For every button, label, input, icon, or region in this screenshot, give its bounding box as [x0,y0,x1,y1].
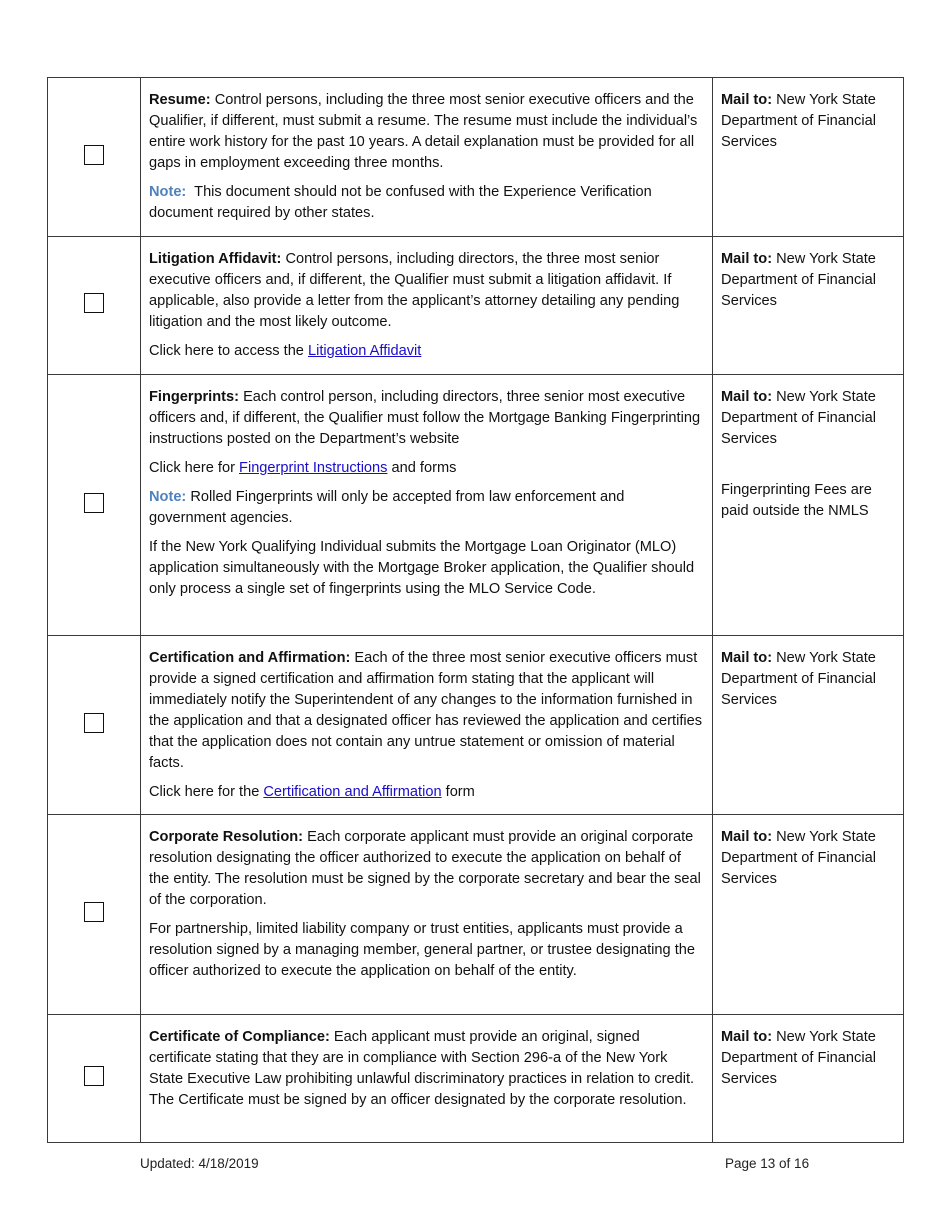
fingerprints-checkbox[interactable] [84,493,104,513]
resume-checkbox[interactable] [84,145,104,165]
checkbox-cell [48,1015,141,1143]
mail-to-address: New York State Department of Financial Services [721,829,876,887]
mail-to-address: New York State Department of Financial Services [721,389,876,447]
fingerprints-link-line [149,458,704,479]
checkbox-cell [48,815,141,1015]
updated-date: Updated: 4/18/2019 [140,1156,259,1171]
click-suffix-text: form [445,784,475,800]
checklist-row-certification-affirmation [48,636,904,815]
mail-to-text [721,1027,895,1090]
mail-to-cell [713,375,904,636]
corporate-resolution-paragraph [149,827,704,911]
certification-affirmation-checkbox[interactable] [84,713,104,733]
mail-to-text [721,827,895,890]
note-label: Note: [149,184,187,200]
mail-to-cell [713,636,904,815]
mail-to-text [721,648,895,711]
item-description: Each applicant must provide an original, signed certificate stating that they are in compliance with Section 296-a of the New York State Executive Law prohibiting unlawful discriminatory practices in relation to credit. The Certificate must be signed by an officer designated by the corporate resolution. [149,1029,695,1108]
mail-to-text [721,90,895,153]
click-suffix-text: and forms [391,460,457,476]
mail-to-cell [713,815,904,1015]
mail-to-label: Mail to: [721,389,773,405]
checkbox-cell [48,237,141,375]
litigation-affidavit-checkbox[interactable] [84,293,104,313]
mail-to-label: Mail to: [721,650,773,666]
item-description: Control persons, including the three most senior executive officers and the Qualifier, if different, must submit a resume. The resume must include the individual’s entire work history for the past 10 years. A detail explanation must be provided for all gaps in employment exceeding three months. [149,92,698,171]
item-title: Certification and Affirmation: [149,650,351,666]
litigation-link-line [149,341,704,362]
click-here-text: Click here to access the [149,343,304,359]
description-cell [141,78,713,237]
item-title: Litigation Affidavit: [149,251,282,267]
litigation-paragraph [149,249,704,333]
checklist-row-fingerprints [48,375,904,636]
note-text: This document should not be confused with the Experience Verification document required by other states. [149,184,652,221]
compliance-paragraph [149,1027,704,1111]
description-cell [141,815,713,1015]
page-number: Page 13 of 16 [725,1156,810,1171]
mail-to-label: Mail to: [721,1029,773,1045]
corporate-resolution-checkbox[interactable] [84,902,104,922]
click-here-text: Click here for [149,460,235,476]
item-description: Control persons, including directors, the three most senior executive officers and, if different, the Qualifier must submit a litigation affidavit. If applicable, also provide a letter from the applicant’s attorney detailing any pending litigation and the most likely outcome. [149,251,680,330]
description-cell [141,237,713,375]
resume-note [149,182,704,224]
item-title: Resume: [149,92,211,108]
item-title: Corporate Resolution: [149,829,304,845]
item-description: Each corporate applicant must provide an original corporate resolution designating the officer authorized to execute the application on behalf of the entity. The resolution must be signed by the corporate secretary and bear the seal of the corporation. [149,829,701,908]
description-cell [141,375,713,636]
mail-to-address: New York State Department of Financial Services [721,92,876,150]
checkbox-cell [48,636,141,815]
fingerprints-paragraph [149,387,704,450]
mail-to-cell [713,78,904,237]
checklist-row-certificate-of-compliance [48,1015,904,1143]
checkbox-cell [48,78,141,237]
checklist-row-corporate-resolution [48,815,904,1015]
document-checklist-table [47,77,904,1143]
certification-affirmation-link[interactable]: Certification and Affirmation [263,784,442,800]
note-text: Rolled Fingerprints will only be accepted from law enforcement and government agencies. [149,489,625,526]
mail-to-cell [713,237,904,375]
item-description: Each of the three most senior executive officers must provide a signed certification and affirmation form stating that the applicant will immediately notify the Superintendent of any changes to the information furnished in the application and that a designated officer has reviewed the application and certifies that the application does not contain any untrue statement or omission of material facts. [149,650,703,771]
mail-to-cell [713,1015,904,1143]
checkbox-cell [48,375,141,636]
certification-link-line [149,782,704,803]
certificate-of-compliance-checkbox[interactable] [84,1066,104,1086]
mail-to-address: New York State Department of Financial Services [721,1029,876,1087]
mail-to-text [721,249,895,312]
mail-to-label: Mail to: [721,829,773,845]
fingerprint-instructions-link[interactable]: Fingerprint Instructions [239,460,388,476]
description-cell [141,636,713,815]
corporate-resolution-partnership-paragraph: For partnership, limited liability company or trust entities, applicants must provide a resolution signed by a managing member, general partner, or trustee designating the officer authorized to execute the application on behalf of the entity. [149,921,695,979]
mail-to-label: Mail to: [721,251,773,267]
mail-to-address: New York State Department of Financial Services [721,251,876,309]
note-label: Note: [149,489,187,505]
resume-paragraph [149,90,704,174]
mail-to-text [721,387,895,450]
mail-to-address: New York State Department of Financial Services [721,650,876,708]
litigation-affidavit-link[interactable]: Litigation Affidavit [308,343,422,359]
item-description: Each control person, including directors, three senior most executive officers and, if different, the Qualifier must follow the Mortgage Banking Fingerprinting instructions posted on the Department’s website [149,389,701,447]
click-here-text: Click here for the [149,784,260,800]
certification-paragraph [149,648,704,774]
checklist-row-resume [48,78,904,237]
item-title: Certificate of Compliance: [149,1029,330,1045]
item-title: Fingerprints: [149,389,239,405]
mail-to-label: Mail to: [721,92,773,108]
checklist-row-litigation-affidavit [48,237,904,375]
fingerprints-mlo-paragraph: If the New York Qualifying Individual submits the Mortgage Loan Originator (MLO) application simultaneously with the Mortgage Broker application, the Qualifier should only process a single set of fingerprints using the MLO Service Code. [149,539,695,597]
description-cell [141,1015,713,1143]
fingerprints-note [149,487,704,529]
fingerprint-fee-note: Fingerprinting Fees are paid outside the NMLS [721,482,872,519]
